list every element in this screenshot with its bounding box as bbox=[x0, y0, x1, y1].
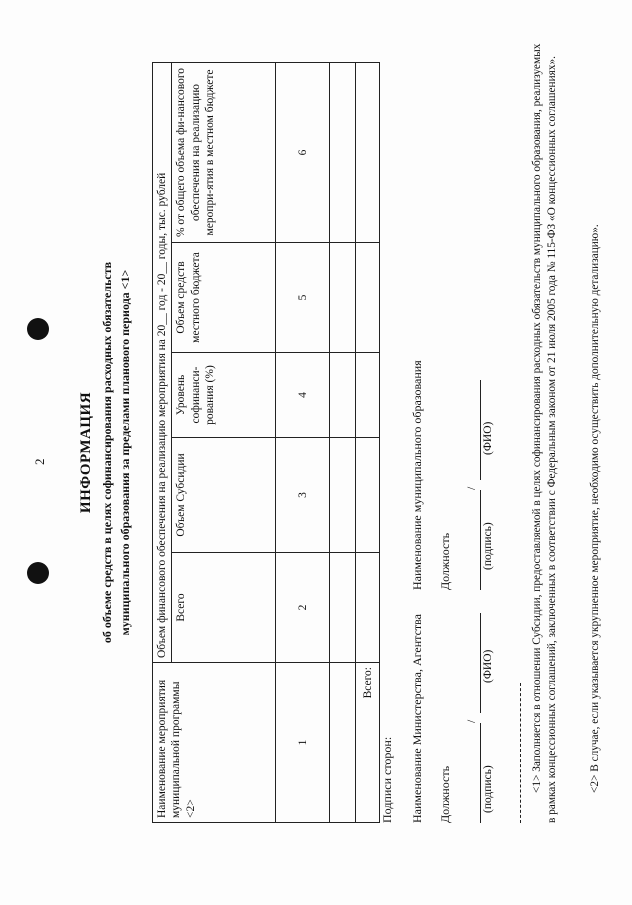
position-right: Должность bbox=[438, 532, 452, 590]
header-program: Наименование мероприятия муниципальной программы <2> bbox=[153, 663, 276, 823]
col-number: 1 bbox=[276, 663, 330, 823]
table-empty-row bbox=[330, 62, 356, 822]
page-number: 2 bbox=[32, 458, 47, 465]
fio-line bbox=[480, 613, 481, 713]
fio-line bbox=[480, 380, 481, 480]
footnote-separator bbox=[520, 683, 521, 823]
document-subtitle-line1: об объеме средств в целях софинансирования расходных обязательств bbox=[100, 261, 114, 644]
slash: / bbox=[466, 486, 478, 490]
col-number: 6 bbox=[276, 62, 330, 242]
total-label: Всего: bbox=[356, 663, 380, 823]
col-number: 3 bbox=[276, 438, 330, 553]
signature-line bbox=[480, 490, 481, 590]
document-title: ИНФОРМАЦИЯ bbox=[78, 391, 94, 514]
footnote-2: <2> В случае, если указывается укрупненное мероприятие, необходимо осуществить дополнительную детализацию». bbox=[589, 224, 601, 793]
header-local: Объем средств местного бюджета bbox=[172, 243, 276, 353]
position-left: Должность bbox=[438, 765, 452, 823]
header-level: Уровень софинанси-рования (%) bbox=[172, 353, 276, 438]
table-total-row bbox=[356, 62, 380, 822]
header-subsidy: Объем Субсидии bbox=[172, 438, 276, 553]
info-table bbox=[152, 62, 380, 823]
table-header-row bbox=[153, 62, 172, 822]
sign-label: (подпись) bbox=[482, 765, 494, 813]
signatures-heading: Подписи сторон: bbox=[380, 736, 394, 823]
header-total: Всего bbox=[172, 553, 276, 663]
sign-label: (подпись) bbox=[482, 522, 494, 570]
municipality-name: Наименование муниципального образования bbox=[410, 360, 424, 590]
header-percent: % от общего объема фи-нансового обеспечения на реализацию меропри-ятия в местном бюджете bbox=[172, 62, 276, 242]
col-number: 5 bbox=[276, 243, 330, 353]
header-volume: Объем финансового обеспечения на реализацию мероприятия на 20__ год - 20__ годы, тыс. рублей bbox=[153, 62, 172, 662]
col-number: 4 bbox=[276, 353, 330, 438]
slash: / bbox=[466, 719, 478, 723]
fio-label: (ФИО) bbox=[482, 649, 494, 683]
ministry-name: Наименование Министерства, Агентства bbox=[410, 614, 424, 823]
document-subtitle-line2: муниципального образования за пределами планового периода <1> bbox=[118, 269, 132, 636]
col-number: 2 bbox=[276, 553, 330, 663]
fio-label: (ФИО) bbox=[482, 421, 494, 455]
table-number-row bbox=[276, 62, 330, 822]
footnote-1: <1> Заполняется в отношении Субсидии, предоставляемой в целях софинансирования расходных обязательств муниципального образования, реализуемых в рамках концессионных соглашений, заключенных в соответствии с Федеральным законом от 21 июля 2005 года № 115-ФЗ «О концессионных соглашениях». bbox=[531, 43, 559, 823]
signature-line bbox=[480, 723, 481, 823]
